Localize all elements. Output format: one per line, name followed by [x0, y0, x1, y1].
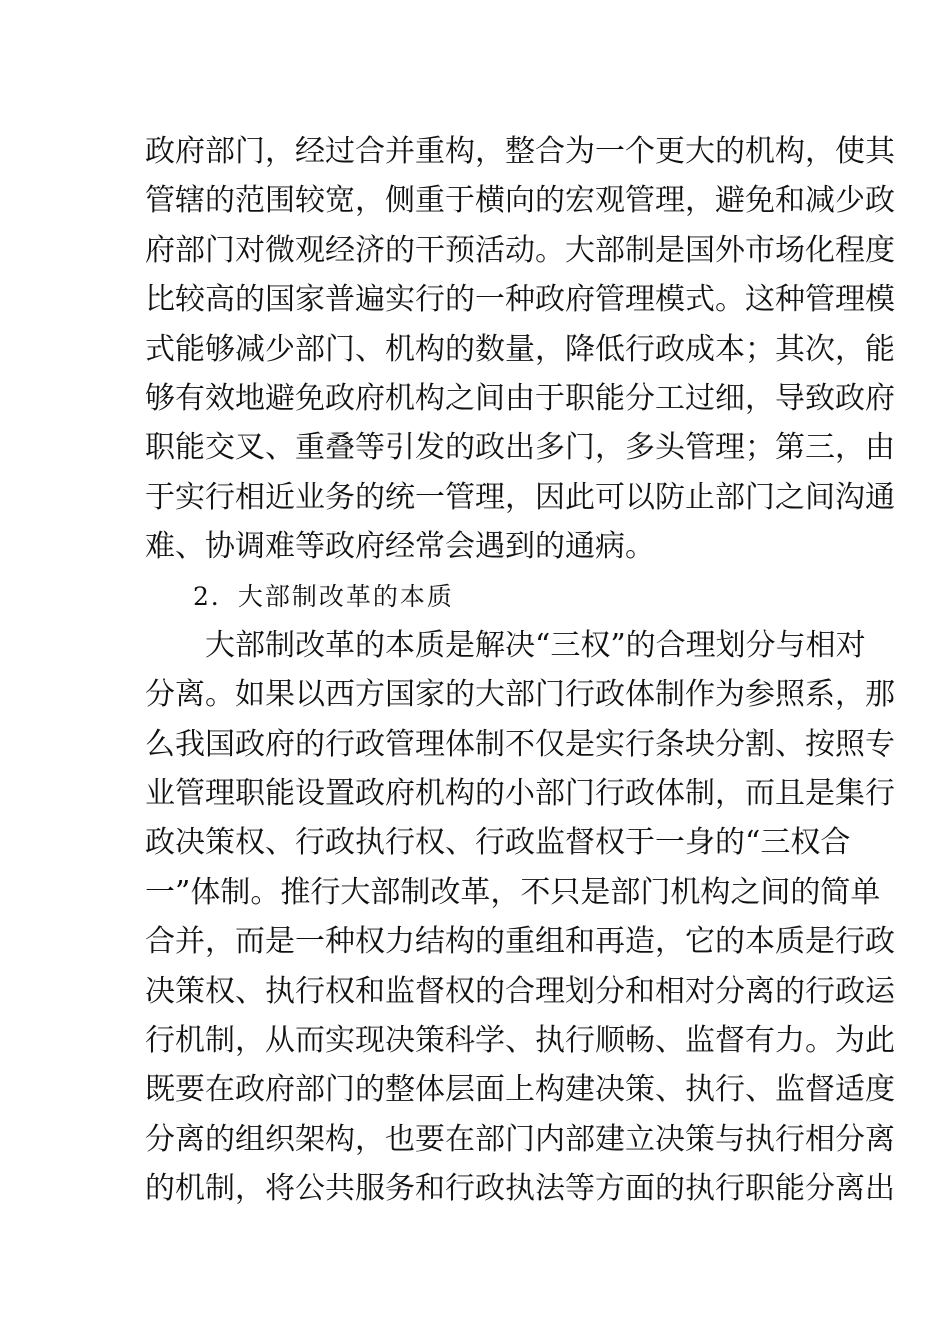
paragraph-line: 一”体制。推行大部制改革，不只是部门机构之间的简单: [145, 874, 881, 910]
paragraph-2: [145, 621, 895, 1214]
paragraph-line: 职能交叉、重叠等引发的政出多门，多头管理；第三，由: [145, 430, 895, 466]
paragraph-line: 政府部门，经过合并重构，整合为一个更大的机构，使其: [145, 134, 895, 169]
paragraph-line: 式能够减少部门、机构的数量，降低行政成本；其次，能: [145, 331, 895, 367]
paragraph-line: 分离。如果以西方国家的大部门行政体制作为参照系，那: [145, 677, 895, 713]
document-body: [145, 127, 895, 1214]
paragraph-line: 于实行相近业务的统一管理，因此可以防止部门之间沟通: [145, 479, 895, 515]
paragraph-line: 业管理职能设置政府机构的小部门行政体制，而且是集行: [145, 776, 895, 812]
paragraph-line: 的机制，将公共服务和行政执法等方面的执行职能分离出: [145, 1171, 895, 1207]
paragraph-line: 难、协调难等政府经常会遇到的通病。: [145, 529, 655, 565]
paragraph-line: 既要在政府部门的整体层面上构建决策、执行、监督适度: [145, 1072, 895, 1108]
section-heading: 2．大部制改革的本质: [193, 581, 454, 611]
paragraph-line: 决策权、执行权和监督权的合理划分和相对分离的行政运: [145, 973, 895, 1009]
paragraph-line: 比较高的国家普遍实行的一种政府管理模式。这种管理模: [145, 282, 895, 318]
paragraph-line: 合并，而是一种权力结构的重组和再造，它的本质是行政: [145, 924, 895, 960]
paragraph-line: 分离的组织架构，也要在部门内部建立决策与执行相分离: [145, 1121, 895, 1157]
paragraph-line: 行机制，从而实现决策科学、执行顺畅、监督有力。为此: [145, 1023, 895, 1059]
paragraph-line: 政决策权、行政执行权、行政监督权于一身的“三权合: [145, 825, 851, 861]
paragraph-line: 么我国政府的行政管理体制不仅是实行条块分割、按照专: [145, 726, 895, 762]
paragraph-1: [145, 127, 895, 572]
paragraph-line: 大部制改革的本质是解决“三权”的合理划分与相对: [205, 627, 866, 663]
paragraph-line: 府部门对微观经济的干预活动。大部制是国外市场化程度: [145, 232, 895, 268]
paragraph-line: 管辖的范围较宽，侧重于横向的宏观管理，避免和减少政: [145, 183, 895, 219]
paragraph-line: 够有效地避免政府机构之间由于职能分工过细，导致政府: [145, 380, 895, 416]
